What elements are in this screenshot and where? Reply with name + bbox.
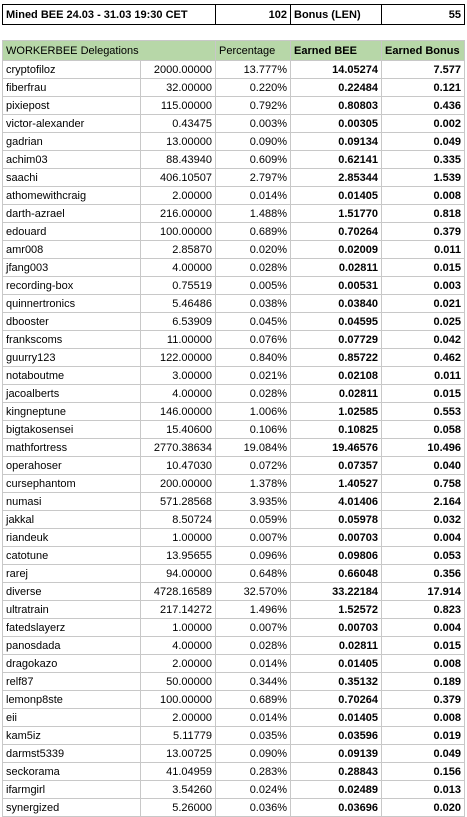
earned-bonus-cell[interactable]: 0.015 bbox=[382, 637, 465, 655]
earned-bonus-cell[interactable]: 0.013 bbox=[382, 781, 465, 799]
earned-bee-cell[interactable]: 0.80803 bbox=[291, 97, 382, 115]
delegated-amount-cell[interactable]: 4728.16589 bbox=[141, 583, 216, 601]
delegator-name-cell[interactable]: seckorama bbox=[3, 763, 141, 781]
percentage-cell[interactable]: 0.014% bbox=[216, 655, 291, 673]
earned-bonus-cell[interactable]: 0.436 bbox=[382, 97, 465, 115]
earned-bonus-cell[interactable]: 0.356 bbox=[382, 565, 465, 583]
table-row bbox=[3, 619, 465, 637]
delegator-name-cell[interactable]: operahoser bbox=[3, 457, 141, 475]
delegator-name-cell[interactable]: ultratrain bbox=[3, 601, 141, 619]
earned-bonus-cell[interactable]: 0.008 bbox=[382, 655, 465, 673]
earned-bee-cell[interactable]: 1.51770 bbox=[291, 205, 382, 223]
table-row bbox=[3, 349, 465, 367]
delegated-amount-cell[interactable]: 122.00000 bbox=[141, 349, 216, 367]
delegator-name-cell[interactable]: gadrian bbox=[3, 133, 141, 151]
earned-bonus-cell[interactable]: 0.049 bbox=[382, 133, 465, 151]
earned-bee-cell[interactable]: 0.10825 bbox=[291, 421, 382, 439]
table-row bbox=[3, 133, 465, 151]
table-row bbox=[3, 583, 465, 601]
delegator-name-cell[interactable]: kam5iz bbox=[3, 727, 141, 745]
delegator-name-cell[interactable]: edouard bbox=[3, 223, 141, 241]
delegated-amount-cell[interactable]: 0.75519 bbox=[141, 277, 216, 295]
earned-bonus-cell[interactable]: 0.553 bbox=[382, 403, 465, 421]
table-row bbox=[3, 709, 465, 727]
delegator-name-cell[interactable]: guurry123 bbox=[3, 349, 141, 367]
earned-bonus-cell[interactable]: 2.164 bbox=[382, 493, 465, 511]
earned-bonus-cell[interactable]: 1.539 bbox=[382, 169, 465, 187]
earned-bee-cell[interactable]: 19.46576 bbox=[291, 439, 382, 457]
earned-bee-cell[interactable]: 0.03840 bbox=[291, 295, 382, 313]
table-row bbox=[3, 331, 465, 349]
percentage-cell[interactable]: 0.648% bbox=[216, 565, 291, 583]
delegator-name-cell[interactable]: riandeuk bbox=[3, 529, 141, 547]
delegator-name-cell[interactable]: fiberfrau bbox=[3, 79, 141, 97]
delegator-name-cell[interactable]: saachi bbox=[3, 169, 141, 187]
delegator-name-cell[interactable]: fatedslayerz bbox=[3, 619, 141, 637]
earned-bonus-cell[interactable]: 0.818 bbox=[382, 205, 465, 223]
delegator-name-cell[interactable]: kingneptune bbox=[3, 403, 141, 421]
delegated-amount-cell[interactable]: 1.00000 bbox=[141, 529, 216, 547]
earned-bonus-cell[interactable]: 0.040 bbox=[382, 457, 465, 475]
earned-bonus-cell[interactable]: 0.015 bbox=[382, 259, 465, 277]
table-row bbox=[3, 241, 465, 259]
delegated-amount-cell[interactable]: 2.00000 bbox=[141, 709, 216, 727]
percentage-cell[interactable]: 1.006% bbox=[216, 403, 291, 421]
earned-bee-cell[interactable]: 0.35132 bbox=[291, 673, 382, 691]
earned-bonus-cell[interactable]: 0.011 bbox=[382, 367, 465, 385]
delegator-name-cell[interactable]: catotune bbox=[3, 547, 141, 565]
percentage-cell[interactable]: 0.689% bbox=[216, 223, 291, 241]
delegator-name-cell[interactable]: jacoalberts bbox=[3, 385, 141, 403]
delegated-amount-cell[interactable]: 100.00000 bbox=[141, 691, 216, 709]
delegator-name-cell[interactable]: dbooster bbox=[3, 313, 141, 331]
delegated-amount-cell[interactable]: 13.00000 bbox=[141, 133, 216, 151]
earned-bonus-cell[interactable]: 0.121 bbox=[382, 79, 465, 97]
earned-bonus-cell[interactable]: 0.823 bbox=[382, 601, 465, 619]
header-earned-bee[interactable]: Earned BEE bbox=[291, 41, 382, 61]
earned-bee-cell[interactable]: 14.05274 bbox=[291, 61, 382, 79]
delegated-amount-cell[interactable]: 2770.38634 bbox=[141, 439, 216, 457]
earned-bonus-cell[interactable]: 10.496 bbox=[382, 439, 465, 457]
delegations-sheet bbox=[2, 4, 465, 817]
percentage-cell[interactable]: 0.035% bbox=[216, 727, 291, 745]
empty-cell[interactable] bbox=[291, 25, 382, 41]
delegated-amount-cell[interactable]: 5.11779 bbox=[141, 727, 216, 745]
earned-bee-cell[interactable]: 0.09139 bbox=[291, 745, 382, 763]
earned-bee-cell[interactable]: 0.04595 bbox=[291, 313, 382, 331]
delegated-amount-cell[interactable]: 15.40600 bbox=[141, 421, 216, 439]
percentage-cell[interactable]: 0.076% bbox=[216, 331, 291, 349]
delegator-name-cell[interactable]: mathfortress bbox=[3, 439, 141, 457]
header-earned-bonus[interactable]: Earned Bonus bbox=[382, 41, 465, 61]
delegated-amount-cell[interactable]: 13.00725 bbox=[141, 745, 216, 763]
earned-bee-cell[interactable]: 4.01406 bbox=[291, 493, 382, 511]
delegator-name-cell[interactable]: darmst5339 bbox=[3, 745, 141, 763]
delegator-name-cell[interactable]: panosdada bbox=[3, 637, 141, 655]
table-row bbox=[3, 223, 465, 241]
table-row bbox=[3, 637, 465, 655]
percentage-cell[interactable]: 0.028% bbox=[216, 385, 291, 403]
mined-value-cell[interactable]: 102 bbox=[216, 5, 291, 25]
table-row bbox=[3, 673, 465, 691]
table-row bbox=[3, 115, 465, 133]
percentage-cell[interactable]: 0.005% bbox=[216, 277, 291, 295]
table-row bbox=[3, 727, 465, 745]
earned-bee-cell[interactable]: 0.02811 bbox=[291, 385, 382, 403]
earned-bee-cell[interactable]: 0.02811 bbox=[291, 637, 382, 655]
percentage-cell[interactable]: 0.007% bbox=[216, 529, 291, 547]
percentage-cell[interactable]: 0.003% bbox=[216, 115, 291, 133]
header-row bbox=[3, 41, 465, 61]
percentage-cell[interactable]: 0.090% bbox=[216, 745, 291, 763]
earned-bee-cell[interactable]: 0.02108 bbox=[291, 367, 382, 385]
earned-bonus-cell[interactable]: 0.462 bbox=[382, 349, 465, 367]
earned-bee-cell[interactable]: 0.66048 bbox=[291, 565, 382, 583]
earned-bee-cell[interactable]: 0.00305 bbox=[291, 115, 382, 133]
delegated-amount-cell[interactable]: 406.10507 bbox=[141, 169, 216, 187]
delegator-name-cell[interactable]: quinnertronics bbox=[3, 295, 141, 313]
earned-bee-cell[interactable]: 0.07729 bbox=[291, 331, 382, 349]
delegated-amount-cell[interactable]: 13.95655 bbox=[141, 547, 216, 565]
empty-cell[interactable] bbox=[216, 25, 291, 41]
table-row bbox=[3, 799, 465, 817]
table-row bbox=[3, 61, 465, 79]
earned-bonus-cell[interactable]: 0.011 bbox=[382, 241, 465, 259]
table-row bbox=[3, 79, 465, 97]
percentage-cell[interactable]: 0.090% bbox=[216, 133, 291, 151]
delegated-amount-cell[interactable]: 4.00000 bbox=[141, 637, 216, 655]
delegator-name-cell[interactable]: amr008 bbox=[3, 241, 141, 259]
summary-title-cell[interactable]: Mined BEE 24.03 - 31.03 19:30 CET bbox=[3, 5, 216, 25]
delegated-amount-cell[interactable]: 2.00000 bbox=[141, 187, 216, 205]
earned-bonus-cell[interactable]: 0.189 bbox=[382, 673, 465, 691]
delegated-amount-cell[interactable]: 10.47030 bbox=[141, 457, 216, 475]
percentage-cell[interactable]: 0.283% bbox=[216, 763, 291, 781]
delegated-amount-cell[interactable]: 6.53909 bbox=[141, 313, 216, 331]
table-row bbox=[3, 529, 465, 547]
table-row bbox=[3, 457, 465, 475]
earned-bee-cell[interactable]: 0.00703 bbox=[291, 619, 382, 637]
delegated-amount-cell[interactable]: 2.85870 bbox=[141, 241, 216, 259]
delegator-name-cell[interactable]: cursephantom bbox=[3, 475, 141, 493]
earned-bonus-cell[interactable]: 0.019 bbox=[382, 727, 465, 745]
table-row bbox=[3, 781, 465, 799]
earned-bonus-cell[interactable]: 0.002 bbox=[382, 115, 465, 133]
table-row bbox=[3, 547, 465, 565]
table-row bbox=[3, 205, 465, 223]
percentage-cell[interactable]: 0.792% bbox=[216, 97, 291, 115]
delegator-name-cell[interactable]: athomewithcraig bbox=[3, 187, 141, 205]
summary-row bbox=[3, 5, 465, 25]
earned-bee-cell[interactable]: 0.28843 bbox=[291, 763, 382, 781]
earned-bonus-cell[interactable]: 0.379 bbox=[382, 223, 465, 241]
percentage-cell[interactable]: 0.840% bbox=[216, 349, 291, 367]
table-row bbox=[3, 169, 465, 187]
delegator-name-cell[interactable]: jakkal bbox=[3, 511, 141, 529]
percentage-cell[interactable]: 0.689% bbox=[216, 691, 291, 709]
delegated-amount-cell[interactable]: 2.00000 bbox=[141, 655, 216, 673]
empty-cell[interactable] bbox=[141, 25, 216, 41]
percentage-cell[interactable]: 0.106% bbox=[216, 421, 291, 439]
delegator-name-cell[interactable]: ifarmgirl bbox=[3, 781, 141, 799]
delegator-name-cell[interactable]: jfang003 bbox=[3, 259, 141, 277]
earned-bonus-cell[interactable]: 0.156 bbox=[382, 763, 465, 781]
delegated-amount-cell[interactable]: 50.00000 bbox=[141, 673, 216, 691]
percentage-cell[interactable]: 0.028% bbox=[216, 637, 291, 655]
delegated-amount-cell[interactable]: 146.00000 bbox=[141, 403, 216, 421]
percentage-cell[interactable]: 1.488% bbox=[216, 205, 291, 223]
earned-bee-cell[interactable]: 0.62141 bbox=[291, 151, 382, 169]
table-row bbox=[3, 187, 465, 205]
percentage-cell[interactable]: 0.014% bbox=[216, 187, 291, 205]
delegated-amount-cell[interactable]: 94.00000 bbox=[141, 565, 216, 583]
delegated-amount-cell[interactable]: 32.00000 bbox=[141, 79, 216, 97]
delegated-amount-cell[interactable]: 3.54260 bbox=[141, 781, 216, 799]
delegated-amount-cell[interactable]: 8.50724 bbox=[141, 511, 216, 529]
delegated-amount-cell[interactable]: 0.43475 bbox=[141, 115, 216, 133]
delegated-amount-cell[interactable]: 200.00000 bbox=[141, 475, 216, 493]
delegated-amount-cell[interactable]: 4.00000 bbox=[141, 259, 216, 277]
earned-bee-cell[interactable]: 0.02811 bbox=[291, 259, 382, 277]
delegator-name-cell[interactable]: dragokazo bbox=[3, 655, 141, 673]
delegator-name-cell[interactable]: eii bbox=[3, 709, 141, 727]
earned-bonus-cell[interactable]: 0.008 bbox=[382, 709, 465, 727]
empty-cell[interactable] bbox=[382, 25, 465, 41]
delegated-amount-cell[interactable]: 217.14272 bbox=[141, 601, 216, 619]
percentage-cell[interactable]: 0.024% bbox=[216, 781, 291, 799]
table-row bbox=[3, 421, 465, 439]
delegated-amount-cell[interactable]: 3.00000 bbox=[141, 367, 216, 385]
earned-bonus-cell[interactable]: 0.042 bbox=[382, 331, 465, 349]
earned-bee-cell[interactable]: 0.00531 bbox=[291, 277, 382, 295]
earned-bee-cell[interactable]: 0.70264 bbox=[291, 691, 382, 709]
delegator-name-cell[interactable]: relf87 bbox=[3, 673, 141, 691]
percentage-cell[interactable]: 0.045% bbox=[216, 313, 291, 331]
delegated-amount-cell[interactable]: 5.26000 bbox=[141, 799, 216, 817]
percentage-cell[interactable]: 1.378% bbox=[216, 475, 291, 493]
percentage-cell[interactable]: 0.096% bbox=[216, 547, 291, 565]
earned-bonus-cell[interactable]: 0.025 bbox=[382, 313, 465, 331]
table-row bbox=[3, 655, 465, 673]
earned-bonus-cell[interactable]: 0.021 bbox=[382, 295, 465, 313]
percentage-cell[interactable]: 0.609% bbox=[216, 151, 291, 169]
empty-cell[interactable] bbox=[3, 25, 141, 41]
percentage-cell[interactable]: 0.038% bbox=[216, 295, 291, 313]
header-delegations[interactable]: WORKERBEE Delegations bbox=[3, 41, 216, 61]
earned-bonus-cell[interactable]: 0.008 bbox=[382, 187, 465, 205]
delegated-amount-cell[interactable]: 100.00000 bbox=[141, 223, 216, 241]
delegated-amount-cell[interactable]: 2000.00000 bbox=[141, 61, 216, 79]
empty-row bbox=[3, 25, 465, 41]
earned-bonus-cell[interactable]: 0.003 bbox=[382, 277, 465, 295]
delegated-amount-cell[interactable]: 88.43940 bbox=[141, 151, 216, 169]
earned-bonus-cell[interactable]: 0.020 bbox=[382, 799, 465, 817]
percentage-cell[interactable]: 0.020% bbox=[216, 241, 291, 259]
delegated-amount-cell[interactable]: 571.28568 bbox=[141, 493, 216, 511]
delegated-amount-cell[interactable]: 4.00000 bbox=[141, 385, 216, 403]
earned-bee-cell[interactable]: 0.02009 bbox=[291, 241, 382, 259]
table-row bbox=[3, 259, 465, 277]
delegator-name-cell[interactable]: cryptofiloz bbox=[3, 61, 141, 79]
table-row bbox=[3, 367, 465, 385]
earned-bee-cell[interactable]: 0.01405 bbox=[291, 709, 382, 727]
earned-bee-cell[interactable]: 0.02489 bbox=[291, 781, 382, 799]
delegator-name-cell[interactable]: darth-azrael bbox=[3, 205, 141, 223]
bonus-value-cell[interactable]: 55 bbox=[382, 5, 465, 25]
table-row bbox=[3, 511, 465, 529]
delegator-name-cell[interactable]: achim03 bbox=[3, 151, 141, 169]
earned-bee-cell[interactable]: 0.01405 bbox=[291, 655, 382, 673]
table-row bbox=[3, 763, 465, 781]
table-row bbox=[3, 403, 465, 421]
earned-bee-cell[interactable]: 0.09806 bbox=[291, 547, 382, 565]
percentage-cell[interactable]: 0.344% bbox=[216, 673, 291, 691]
table-row bbox=[3, 151, 465, 169]
percentage-cell[interactable]: 0.014% bbox=[216, 709, 291, 727]
earned-bonus-cell[interactable]: 0.335 bbox=[382, 151, 465, 169]
percentage-cell[interactable]: 2.797% bbox=[216, 169, 291, 187]
table-row bbox=[3, 493, 465, 511]
table-row bbox=[3, 385, 465, 403]
table-row bbox=[3, 313, 465, 331]
delegated-amount-cell[interactable]: 5.46486 bbox=[141, 295, 216, 313]
earned-bee-cell[interactable]: 0.03596 bbox=[291, 727, 382, 745]
percentage-cell[interactable]: 19.084% bbox=[216, 439, 291, 457]
earned-bee-cell[interactable]: 2.85344 bbox=[291, 169, 382, 187]
percentage-cell[interactable]: 1.496% bbox=[216, 601, 291, 619]
delegator-name-cell[interactable]: frankscoms bbox=[3, 331, 141, 349]
delegator-name-cell[interactable]: victor-alexander bbox=[3, 115, 141, 133]
earned-bee-cell[interactable]: 0.00703 bbox=[291, 529, 382, 547]
percentage-cell[interactable]: 0.021% bbox=[216, 367, 291, 385]
percentage-cell[interactable]: 0.072% bbox=[216, 457, 291, 475]
delegator-name-cell[interactable]: diverse bbox=[3, 583, 141, 601]
earned-bee-cell[interactable]: 0.03696 bbox=[291, 799, 382, 817]
earned-bonus-cell[interactable]: 0.053 bbox=[382, 547, 465, 565]
percentage-cell[interactable]: 13.777% bbox=[216, 61, 291, 79]
table-row bbox=[3, 277, 465, 295]
earned-bee-cell[interactable]: 0.01405 bbox=[291, 187, 382, 205]
delegator-name-cell[interactable]: numasi bbox=[3, 493, 141, 511]
delegator-name-cell[interactable]: lemonp8ste bbox=[3, 691, 141, 709]
bonus-label-cell[interactable]: Bonus (LEN) bbox=[291, 5, 382, 25]
earned-bonus-cell[interactable]: 0.015 bbox=[382, 385, 465, 403]
table-row bbox=[3, 745, 465, 763]
table-row bbox=[3, 475, 465, 493]
table-row bbox=[3, 691, 465, 709]
percentage-cell[interactable]: 0.036% bbox=[216, 799, 291, 817]
delegated-amount-cell[interactable]: 41.04959 bbox=[141, 763, 216, 781]
earned-bonus-cell[interactable]: 0.379 bbox=[382, 691, 465, 709]
earned-bonus-cell[interactable]: 0.004 bbox=[382, 619, 465, 637]
earned-bonus-cell[interactable]: 0.058 bbox=[382, 421, 465, 439]
percentage-cell[interactable]: 0.059% bbox=[216, 511, 291, 529]
delegator-name-cell[interactable]: pixiepost bbox=[3, 97, 141, 115]
table-row bbox=[3, 295, 465, 313]
earned-bonus-cell[interactable]: 7.577 bbox=[382, 61, 465, 79]
earned-bee-cell[interactable]: 1.52572 bbox=[291, 601, 382, 619]
delegated-amount-cell[interactable]: 1.00000 bbox=[141, 619, 216, 637]
percentage-cell[interactable]: 3.935% bbox=[216, 493, 291, 511]
earned-bee-cell[interactable]: 0.09134 bbox=[291, 133, 382, 151]
delegator-name-cell[interactable]: recording-box bbox=[3, 277, 141, 295]
delegated-amount-cell[interactable]: 115.00000 bbox=[141, 97, 216, 115]
percentage-cell[interactable]: 0.220% bbox=[216, 79, 291, 97]
delegator-name-cell[interactable]: synergized bbox=[3, 799, 141, 817]
table-row bbox=[3, 601, 465, 619]
earned-bee-cell[interactable]: 33.22184 bbox=[291, 583, 382, 601]
earned-bonus-cell[interactable]: 0.004 bbox=[382, 529, 465, 547]
earned-bee-cell[interactable]: 0.07357 bbox=[291, 457, 382, 475]
earned-bee-cell[interactable]: 0.05978 bbox=[291, 511, 382, 529]
header-percentage[interactable]: Percentage bbox=[216, 41, 291, 61]
table-row bbox=[3, 97, 465, 115]
earned-bee-cell[interactable]: 1.40527 bbox=[291, 475, 382, 493]
delegator-name-cell[interactable]: notaboutme bbox=[3, 367, 141, 385]
earned-bee-cell[interactable]: 0.70264 bbox=[291, 223, 382, 241]
percentage-cell[interactable]: 32.570% bbox=[216, 583, 291, 601]
earned-bonus-cell[interactable]: 0.758 bbox=[382, 475, 465, 493]
earned-bee-cell[interactable]: 1.02585 bbox=[291, 403, 382, 421]
percentage-cell[interactable]: 0.007% bbox=[216, 619, 291, 637]
earned-bee-cell[interactable]: 0.85722 bbox=[291, 349, 382, 367]
table-row bbox=[3, 565, 465, 583]
earned-bonus-cell[interactable]: 0.032 bbox=[382, 511, 465, 529]
percentage-cell[interactable]: 0.028% bbox=[216, 259, 291, 277]
delegated-amount-cell[interactable]: 11.00000 bbox=[141, 331, 216, 349]
table-row bbox=[3, 439, 465, 457]
earned-bonus-cell[interactable]: 17.914 bbox=[382, 583, 465, 601]
earned-bonus-cell[interactable]: 0.049 bbox=[382, 745, 465, 763]
delegated-amount-cell[interactable]: 216.00000 bbox=[141, 205, 216, 223]
delegator-name-cell[interactable]: rarej bbox=[3, 565, 141, 583]
delegator-name-cell[interactable]: bigtakosensei bbox=[3, 421, 141, 439]
earned-bee-cell[interactable]: 0.22484 bbox=[291, 79, 382, 97]
